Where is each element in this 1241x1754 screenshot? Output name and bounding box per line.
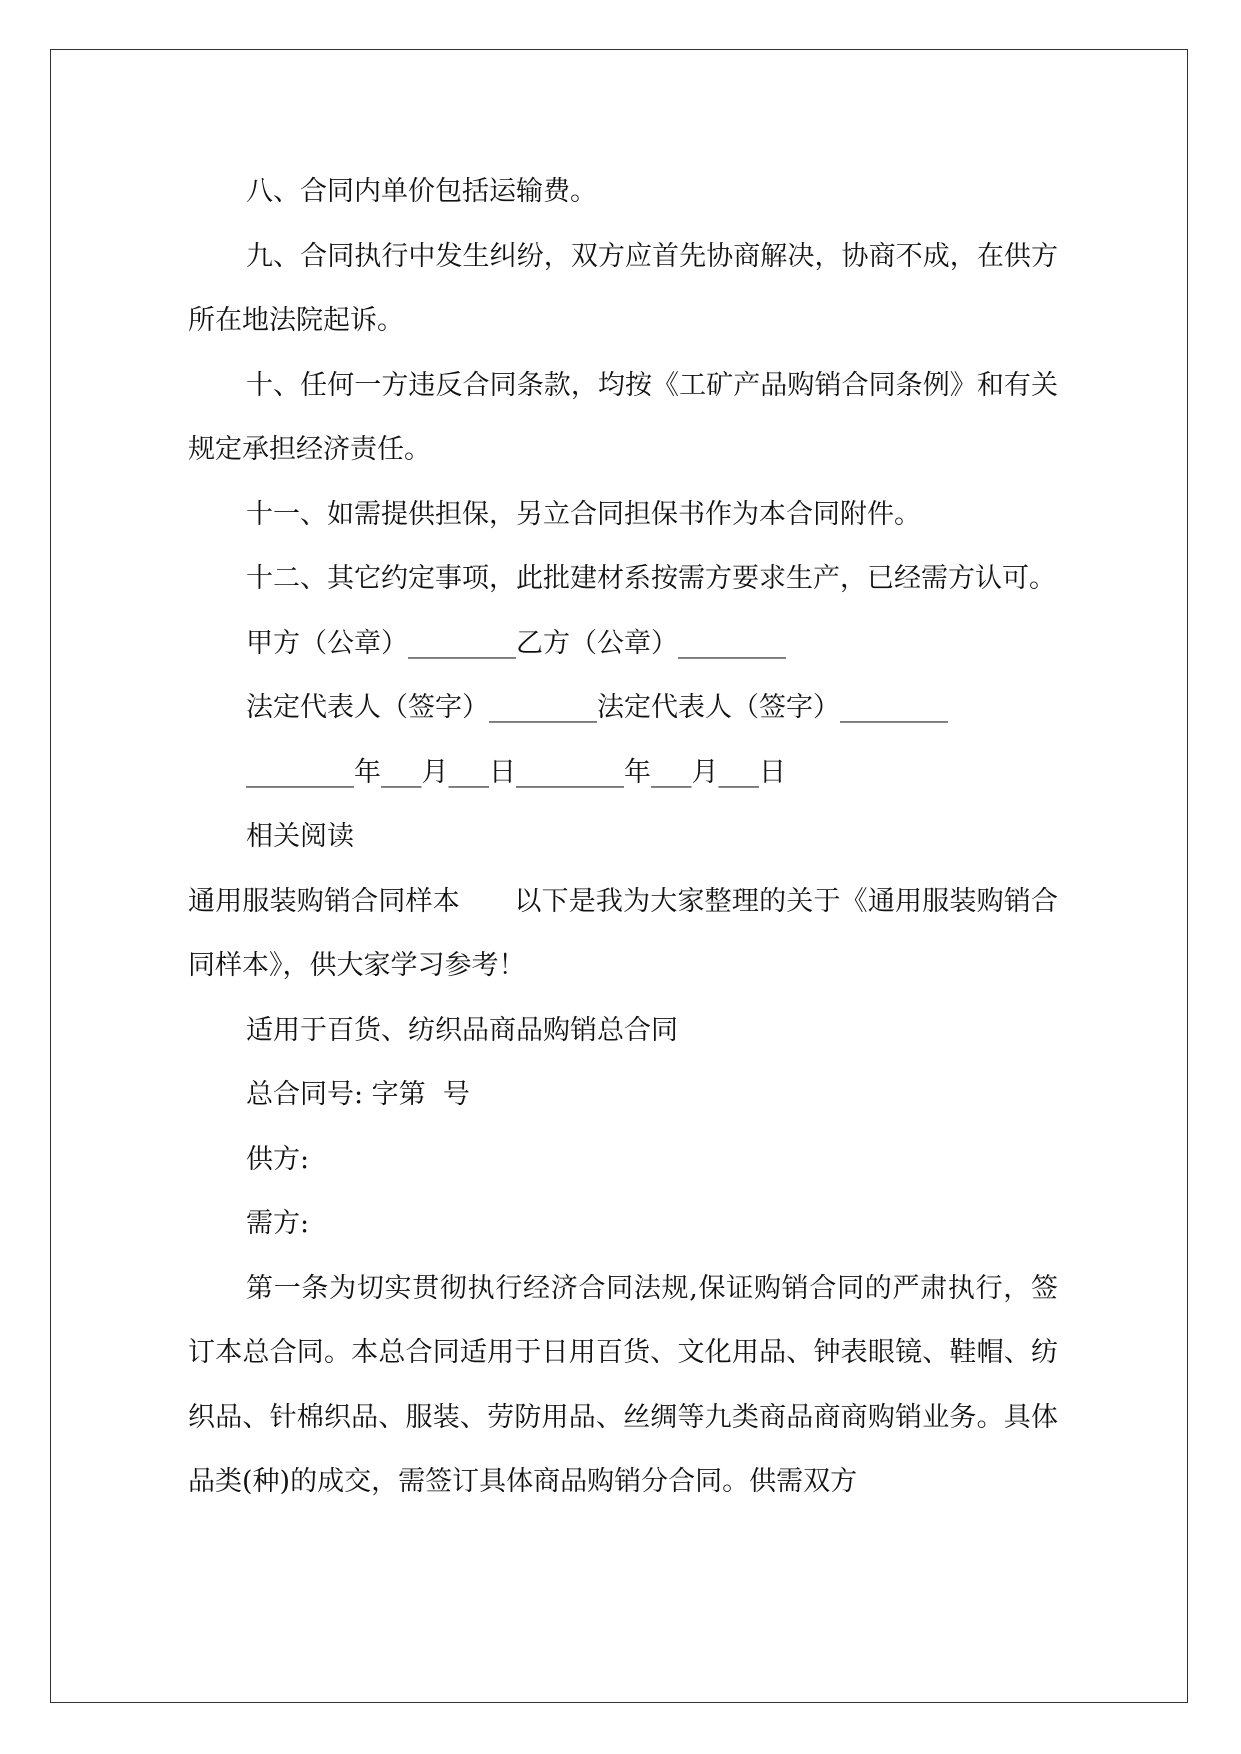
date-line: ________年___月___日________年___月___日 — [246, 756, 786, 788]
contract-title: 适用于百货、纺织品商品购销总合同 — [246, 1014, 678, 1046]
clause-12: 十二、其它约定事项，此批建材系按需方要求生产，已经需方认可。 — [246, 563, 1056, 594]
contract-number: 总合同号: 字第 号 — [246, 1079, 470, 1110]
clause-11: 十一、如需提供担保，另立合同担保书作为本合同附件。 — [246, 498, 921, 530]
seal-line: 甲方（公章）________乙方（公章）________ — [246, 627, 786, 659]
related-reading-heading: 相关阅读 — [246, 821, 354, 852]
clause-10: 十、任何一方违反合同条款，均按《工矿产品购销合同条例》和有关规定承担经济责任。 — [188, 369, 1058, 465]
signature-line: 法定代表人（签字）________法定代表人（签字）________ — [246, 692, 948, 723]
related-article-intro: 通用服装购销合同样本 以下是我为大家整理的关于《通用服装购销合同样本》，供大家学习参考！ — [188, 885, 1058, 981]
clause-9: 九、合同执行中发生纠纷，双方应首先协商解决，协商不成，在供方所在地法院起诉。 — [188, 240, 1058, 336]
article-1: 第一条为切实贯彻执行经济合同法规,保证购销合同的严肃执行，签订本总合同。本总合同适用于日用百货、文化用品、钟表眼镜、鞋帽、纺织品、针棉织品、服装、劳防用品、丝绸等九类商品商商购销业务。具体品类(种)的成交，需签订具体商品购销分合同。供需双方 — [188, 1272, 1058, 1497]
document-body — [188, 160, 1058, 1515]
buyer-line: 需方: — [246, 1208, 310, 1239]
clause-8: 八、合同内单价包括运输费。 — [246, 176, 597, 207]
supplier-line: 供方: — [246, 1143, 310, 1175]
